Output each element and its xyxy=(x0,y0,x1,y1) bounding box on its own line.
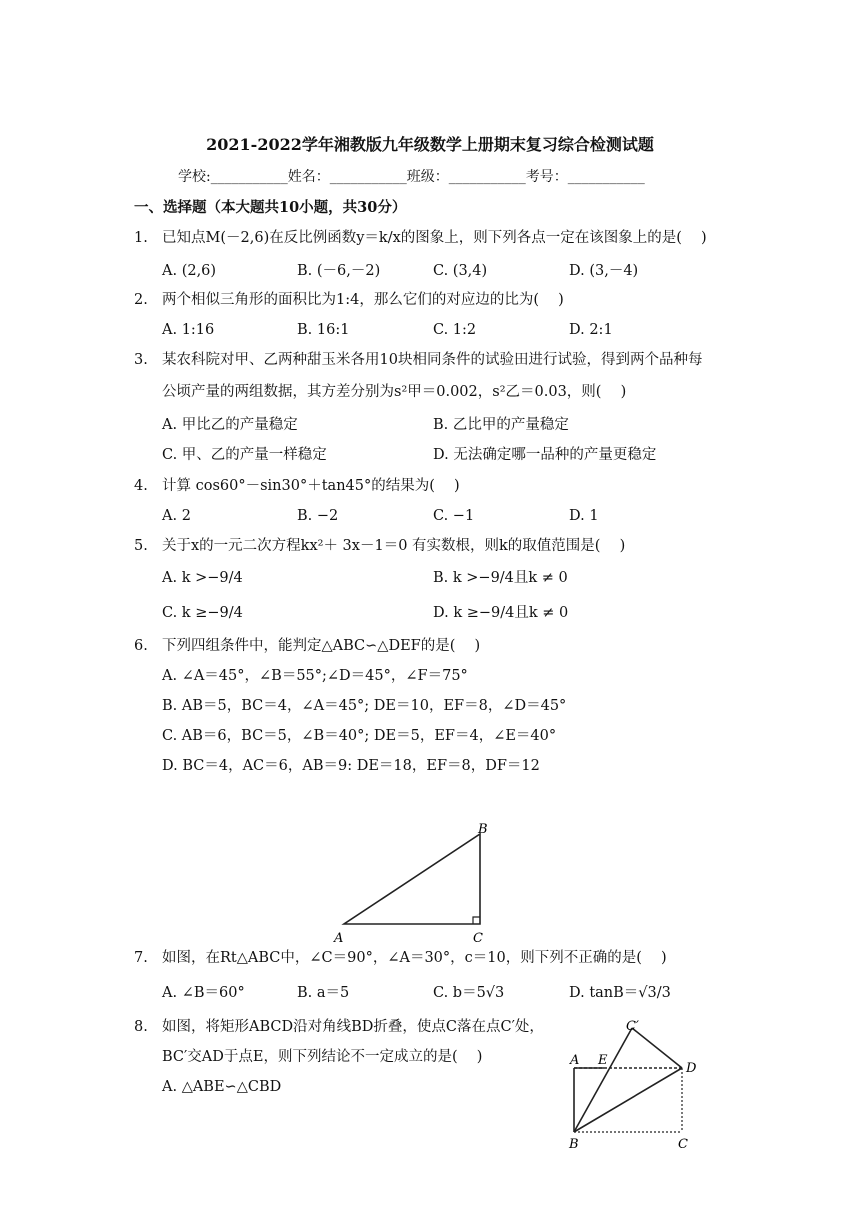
question-stem: 计算 cos60°－sin30°＋tan45°的结果为( ) xyxy=(162,478,460,494)
vertex-label-a: A xyxy=(334,931,344,946)
vertex-label-c: C xyxy=(473,931,483,946)
question-number: 6. xyxy=(134,638,148,654)
option-c: C. k ≥−9/4 xyxy=(162,605,243,621)
option-b: B. 16:1 xyxy=(297,322,350,338)
section-heading: 一、选择题（本大题共10小题，共30分） xyxy=(134,199,407,216)
option-a: A. 甲比乙的产量稳定 xyxy=(162,417,298,433)
triangle-shape xyxy=(344,834,480,924)
question-number: 7. xyxy=(134,950,148,966)
question-stem: 某农科院对甲、乙两种甜玉米各用10块相同条件的试验田进行试验，得到两个品种每 xyxy=(162,352,703,368)
vertex-label-b: B xyxy=(478,822,488,837)
question-stem: 如图，将矩形ABCD沿对角线BD折叠，使点C落在点C′处， xyxy=(162,1019,544,1035)
question-stem: 已知点M(－2,6)在反比例函数y＝k/x的图象上，则下列各点一定在该图象上的是( ) xyxy=(162,230,707,246)
vertex-label-c-prime: C′ xyxy=(626,1019,639,1034)
option-b: B. k >−9/4且k ≠ 0 xyxy=(433,570,568,586)
question-number: 4. xyxy=(134,478,148,494)
option-b: B. 乙比甲的产量稳定 xyxy=(433,417,569,433)
question-stem-line-2: BC′交AD于点E，则下列结论不一定成立的是( ) xyxy=(162,1049,483,1065)
question-stem: 下列四组条件中，能判定△ABC∽△DEF的是( ) xyxy=(162,638,481,654)
vertex-label-c: C xyxy=(678,1137,688,1152)
student-info-line: 学校:___________姓名：___________班级：___________考号：___________ xyxy=(178,169,645,185)
option-c: C. 甲、乙的产量一样稳定 xyxy=(162,447,327,463)
option-c: C. (3,4) xyxy=(433,263,488,279)
question-stem: 两个相似三角形的面积比为1:4，那么它们的对应边的比为( ) xyxy=(162,292,564,308)
option-a: A. (2,6) xyxy=(162,263,217,279)
edge-c-prime-d xyxy=(632,1028,682,1068)
option-c: C. −1 xyxy=(433,508,475,524)
vertex-label-b: B xyxy=(569,1137,579,1152)
option-d: D. tanB＝√3/3 xyxy=(569,985,671,1001)
vertex-label-e: E xyxy=(598,1053,608,1068)
option-c: C. b＝5√3 xyxy=(433,985,505,1001)
option-b: B. AB＝5，BC＝4，∠A＝45°; DE＝10，EF＝8，∠D＝45° xyxy=(162,698,567,714)
vertex-label-a: A xyxy=(570,1053,580,1068)
option-a: A. △ABE∽△CBD xyxy=(162,1079,282,1095)
option-d: D. BC＝4，AC＝6，AB＝9: DE＝18，EF＝8，DF＝12 xyxy=(162,758,540,774)
question-number: 5. xyxy=(134,538,148,554)
question-number: 2. xyxy=(134,292,148,308)
folded-rectangle-figure xyxy=(560,1016,710,1152)
right-triangle-figure xyxy=(330,818,505,948)
option-d: D. k ≥−9/4且k ≠ 0 xyxy=(433,605,569,621)
page-title: 2021-2022学年湘教版九年级数学上册期末复习综合检测试题 xyxy=(206,135,654,154)
option-a: A. ∠A＝45°，∠B＝55°;∠D＝45°，∠F＝75° xyxy=(162,668,468,684)
vertex-label-d: D xyxy=(686,1061,697,1076)
question-number: 3. xyxy=(134,352,148,368)
question-stem-line-2: 公顷产量的两组数据，其方差分别为s²甲＝0.002，s²乙＝0.03，则( ) xyxy=(162,384,627,400)
option-c: C. 1:2 xyxy=(433,322,477,338)
diagonal-bd xyxy=(574,1068,682,1132)
option-d: D. 1 xyxy=(569,508,599,524)
option-a: A. 2 xyxy=(162,508,191,524)
option-b: B. (－6,－2) xyxy=(297,263,381,279)
option-a: A. ∠B＝60° xyxy=(162,985,245,1001)
question-stem: 关于x的一元二次方程kx²＋ 3x－1＝0 有实数根，则k的取值范围是( ) xyxy=(162,538,626,554)
option-a: A. k >−9/4 xyxy=(162,570,243,586)
option-d: D. 无法确定哪一品种的产量更稳定 xyxy=(433,447,657,463)
option-b: B. a＝5 xyxy=(297,985,350,1001)
option-b: B. −2 xyxy=(297,508,339,524)
question-stem: 如图，在Rt△ABC中，∠C＝90°，∠A＝30°，c＝10，则下列不正确的是( ) xyxy=(162,950,667,966)
question-number: 8. xyxy=(134,1019,148,1035)
option-d: D. 2:1 xyxy=(569,322,613,338)
right-angle-mark xyxy=(473,917,480,924)
option-d: D. (3,－4) xyxy=(569,263,639,279)
option-a: A. 1:16 xyxy=(162,322,215,338)
question-number: 1. xyxy=(134,230,148,246)
edge-bc-prime xyxy=(574,1028,632,1132)
option-c: C. AB＝6，BC＝5，∠B＝40°; DE＝5，EF＝4，∠E＝40° xyxy=(162,728,557,744)
